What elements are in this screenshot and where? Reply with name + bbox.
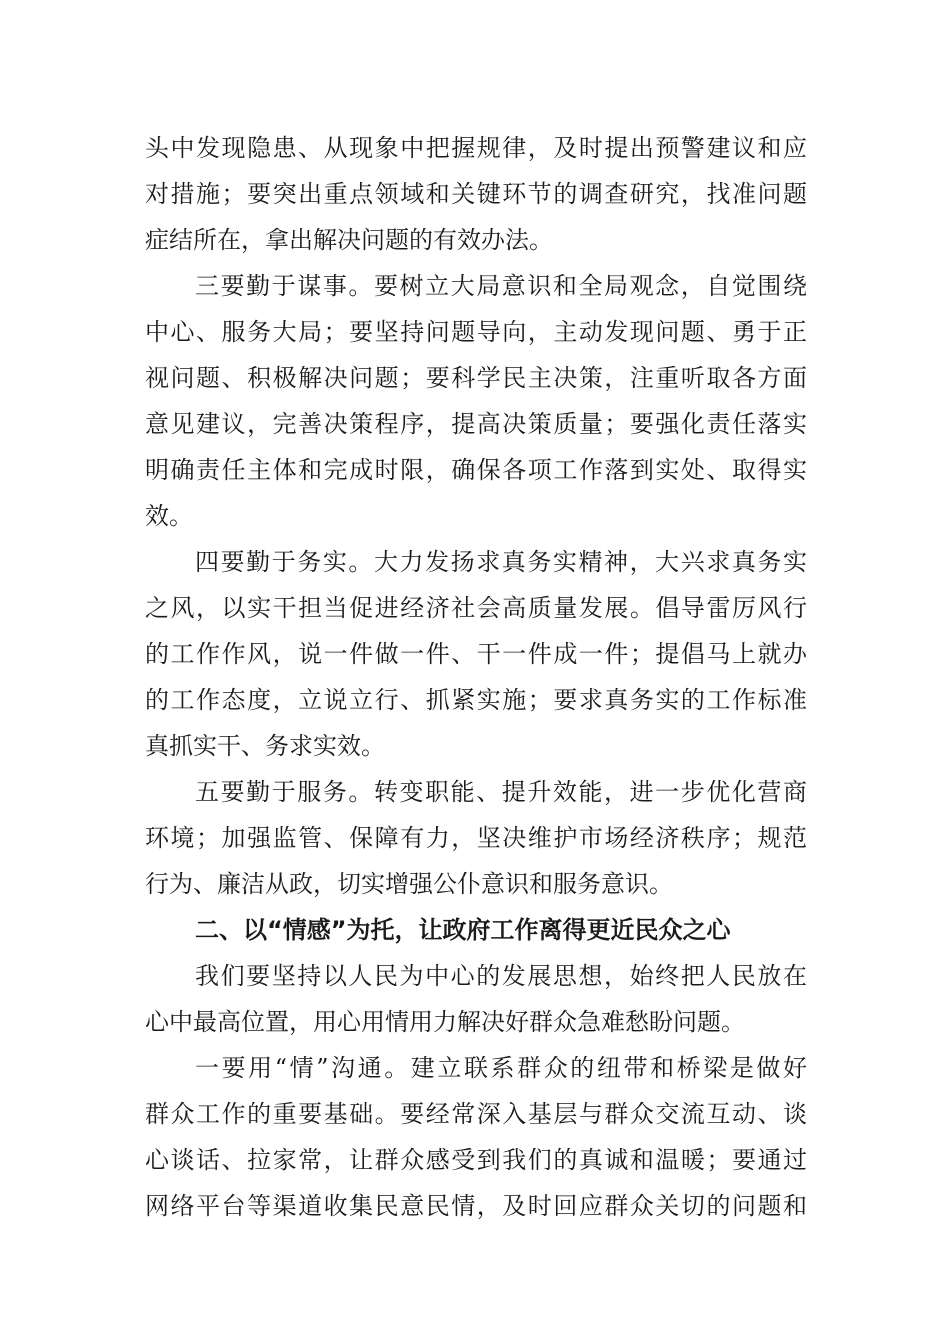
text-line: 的工作态度，立说立行、抓紧实施；要求真务实的工作标准 xyxy=(145,686,807,714)
text-line: 群众工作的重要基础。要经常深入基层与群众交流互动、谈 xyxy=(145,1100,807,1128)
text-line: 的工作作风，说一件做一件、干一件成一件；提倡马上就办 xyxy=(145,640,807,668)
text-line: 心中最高位置，用心用情用力解决好群众急难愁盼问题。 xyxy=(145,1008,745,1036)
paragraph-start-line: 三要勤于谋事。要树立大局意识和全局观念，自觉围绕 xyxy=(195,272,807,300)
text-line: 之风，以实干担当促进经济社会高质量发展。倡导雷厉风行 xyxy=(145,594,807,622)
paragraph-start-line: 一要用“情”沟通。建立联系群众的纽带和桥梁是做好 xyxy=(195,1054,807,1082)
text-line: 视问题、积极解决问题；要科学民主决策，注重听取各方面 xyxy=(145,364,807,392)
text-line: 对措施；要突出重点领域和关键环节的调查研究，找准问题 xyxy=(145,180,807,208)
text-line: 心谈话、拉家常，让群众感受到我们的真诚和温暖；要通过 xyxy=(145,1146,807,1174)
text-line: 意见建议，完善决策程序，提高决策质量；要强化责任落实 xyxy=(145,410,807,438)
text-line: 头中发现隐患、从现象中把握规律，及时提出预警建议和应 xyxy=(145,134,807,162)
text-line: 环境；加强监管、保障有力，坚决维护市场经济秩序；规范 xyxy=(145,824,807,852)
text-line: 行为、廉洁从政，切实增强公仆意识和服务意识。 xyxy=(145,870,673,898)
paragraph-start-line: 五要勤于服务。转变职能、提升效能，进一步优化营商 xyxy=(195,778,807,806)
text-line: 中心、服务大局；要坚持问题导向，主动发现问题、勇于正 xyxy=(145,318,807,346)
text-line: 明确责任主体和完成时限，确保各项工作落到实处、取得实 xyxy=(145,456,807,484)
text-line: 网络平台等渠道收集民意民情，及时回应群众关切的问题和 xyxy=(145,1192,807,1220)
text-line: 真抓实干、务求实效。 xyxy=(145,732,385,760)
paragraph-start-line: 我们要坚持以人民为中心的发展思想，始终把人民放在 xyxy=(195,962,807,990)
paragraph-start-line: 四要勤于务实。大力发扬求真务实精神，大兴求真务实 xyxy=(195,548,807,576)
text-line: 症结所在，拿出解决问题的有效办法。 xyxy=(145,226,553,254)
text-line: 效。 xyxy=(145,502,193,530)
section-heading: 二、以“情感”为托，让政府工作离得更近民众之心 xyxy=(195,916,731,944)
